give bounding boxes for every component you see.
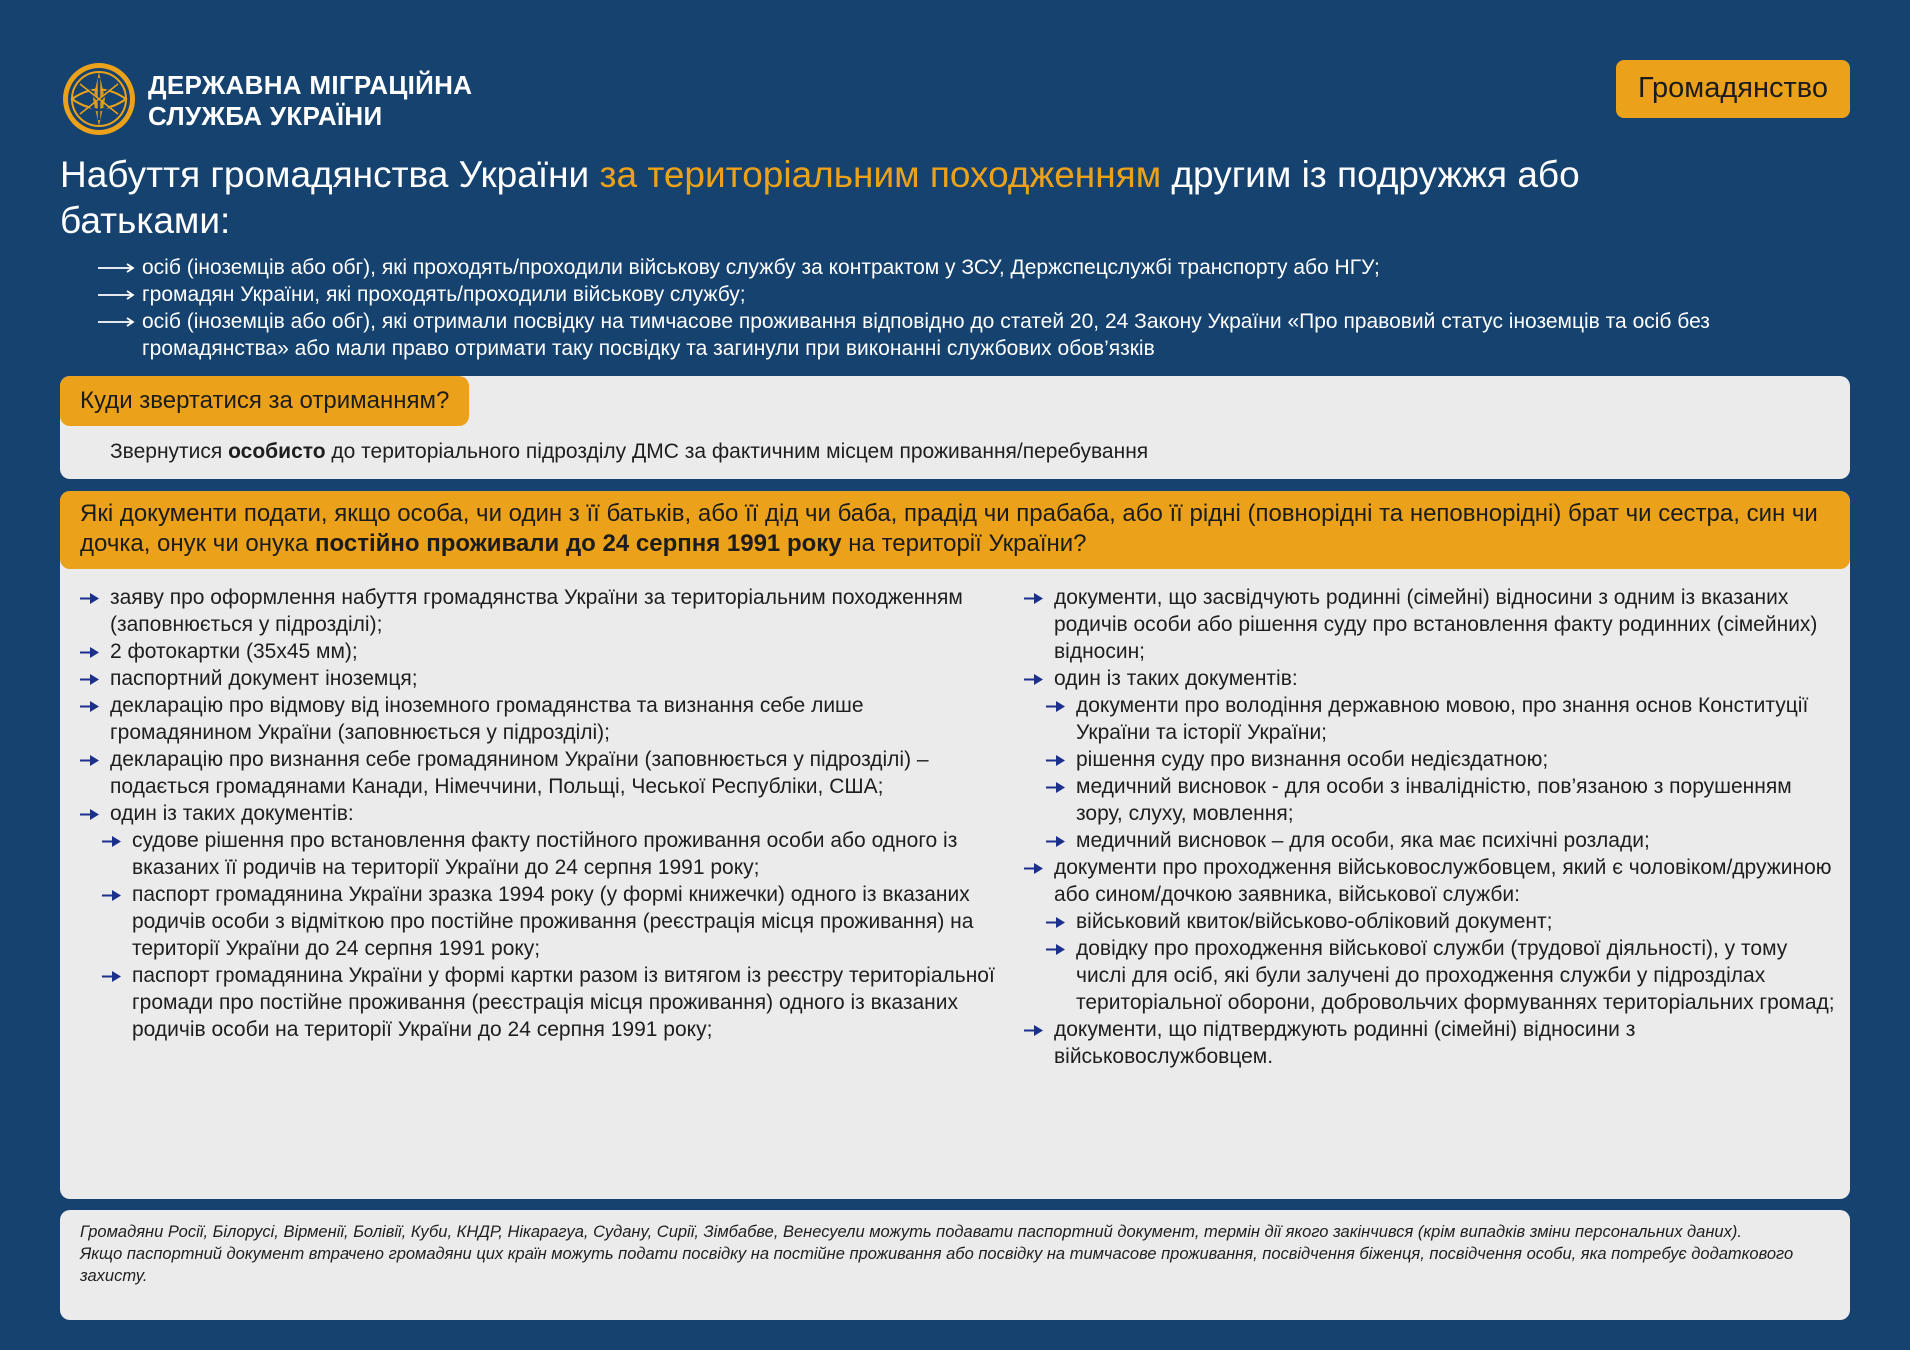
arrow-right-icon xyxy=(98,263,136,273)
org-name-line1: ДЕРЖАВНА МІГРАЦІЙНА xyxy=(148,70,473,100)
arrow-right-icon xyxy=(98,317,136,327)
category-badge: Громадянство xyxy=(1616,60,1850,118)
answer-post: до територіального підрозділу ДМС за фактичним місцем проживання/перебування xyxy=(325,440,1149,463)
question-bold: постійно проживали до 24 серпня 1991 року xyxy=(315,530,842,557)
eligibility-list xyxy=(98,254,1858,362)
documents-heading xyxy=(60,491,1850,569)
document-item xyxy=(78,692,1008,746)
document-text: заяву про оформлення набуття громадянства України за територіальним походженням (заповнюється у підрозділі); xyxy=(110,586,963,636)
title-part1: Набуття громадянства України xyxy=(60,154,600,195)
answer-pre: Звернутися xyxy=(110,440,229,463)
document-item xyxy=(1022,854,1842,908)
question-post: на території України? xyxy=(841,530,1087,557)
document-item xyxy=(78,746,1008,800)
document-text: довідку про проходження військової служби (трудової діяльності), у тому числі для осіб, які були залучені до проходження служби у підрозділах територіальної оборони, добровольчих формуваннях територіальних громад; xyxy=(1076,937,1835,1014)
footnote-line2: Якщо паспортний документ втрачено громадяни цих країн можуть подати посвідку на постійне проживання або посвідку на тимчасове проживання, посвідчення біженця, посвідчення особи, яка потребує додаткового захисту. xyxy=(80,1245,1794,1285)
eligibility-text: громадян України, які проходять/проходили військову службу; xyxy=(142,283,746,306)
arrow-right-icon xyxy=(1024,863,1044,874)
documents-card xyxy=(60,491,1850,1199)
arrow-right-icon xyxy=(80,674,100,685)
documents-list-right xyxy=(1022,584,1842,1070)
document-item xyxy=(78,665,1008,692)
document-subitem xyxy=(1022,827,1842,854)
title-highlight: за територіальним походженням xyxy=(599,154,1162,195)
document-text: 2 фотокартки (35х45 мм); xyxy=(110,640,358,663)
document-text: рішення суду про визнання особи недієздатною; xyxy=(1076,748,1549,771)
document-subitem xyxy=(1022,692,1842,746)
document-text: паспортний документ іноземця; xyxy=(110,667,418,690)
document-item xyxy=(78,800,1008,827)
arrow-right-icon xyxy=(80,593,100,604)
eligibility-item xyxy=(98,308,1858,362)
documents-list-left xyxy=(78,584,1008,1043)
arrow-right-icon xyxy=(1024,593,1044,604)
eligibility-text: осіб (іноземців або обг), які отримали посвідку на тимчасове проживання відповідно до статей 20, 24 Закону України «Про правовий статус іноземців та осіб без громадянства» або мали право отримати таку посвідку та загинули при виконанні службових обов’язків xyxy=(142,310,1710,360)
document-subitem xyxy=(1022,746,1842,773)
question-pre: Які документи подати, якщо особа, чи один з її батьків, або її дід чи баба, прадід чи прабаба, або її рідні (повнорідні та неповнорідні) брат чи сестра, син чи дочка, онук чи онука xyxy=(80,500,1818,557)
title-part2: другим із подружжя або батьками: xyxy=(60,154,1580,241)
org-name-line2: СЛУЖБА УКРАЇНИ xyxy=(148,101,383,131)
document-item xyxy=(1022,665,1842,692)
document-text: документи, що засвідчують родинні (сімейні) відносини з одним із вказаних родичів особи або рішення суду про встановлення факту родинних (сімейних) відносин; xyxy=(1054,586,1818,663)
document-text: документи, що підтверджують родинні (сімейні) відносини з військовослужбовцем. xyxy=(1054,1018,1636,1068)
document-subitem xyxy=(1022,908,1842,935)
eligibility-item xyxy=(98,281,1858,308)
document-item xyxy=(78,584,1008,638)
document-text: один із таких документів: xyxy=(1054,667,1298,690)
header xyxy=(60,60,1850,140)
footnote-text xyxy=(80,1221,1835,1287)
document-text: судове рішення про встановлення факту постійного проживання особи або одного із вказаних її родичів на території України до 24 серпня 1991 року; xyxy=(132,829,958,879)
document-subitem xyxy=(1022,773,1842,827)
document-text: медичний висновок – для особи, яка має психічні розлади; xyxy=(1076,829,1650,852)
document-text: декларацію про відмову від іноземного громадянства та визнання себе лише громадянином України (заповнюється у підрозділі); xyxy=(110,694,864,744)
dms-emblem-logo xyxy=(60,60,138,138)
document-item xyxy=(1022,1016,1842,1070)
footnote-card xyxy=(60,1210,1850,1320)
arrow-right-icon xyxy=(102,890,122,901)
arrow-right-icon xyxy=(80,809,100,820)
document-text: паспорт громадянина України зразка 1994 року (у формі книжечки) одного із вказаних родичів особи з відміткою про постійне проживання (реєстрація місця проживання) на території України до 24 серпня 1991 року; xyxy=(132,883,974,960)
document-subitem xyxy=(78,881,1008,962)
footnote-line1: Громадяни Росії, Білорусі, Вірменії, Болівії, Куби, КНДР, Нікарагуа, Судану, Сирії, Зімбабве, Венесуели можуть подавати паспортний документ, термін дії якого закінчився (крім випадків зміни персональних даних). xyxy=(80,1223,1742,1241)
arrow-right-icon xyxy=(1046,755,1066,766)
eligibility-text: осіб (іноземців або обг), які проходять/проходили військову службу за контрактом у ЗСУ, Держспецслужбі транспорту або НГУ; xyxy=(142,256,1380,279)
document-text: документи про володіння державною мовою, про знання основ Конституції України та історії України; xyxy=(1076,694,1809,744)
where-to-apply-card xyxy=(60,376,1850,479)
arrow-right-icon xyxy=(102,836,122,847)
document-text: документи про проходження військовослужбовцем, який є чоловіком/дружиною або сином/дочкою заявника, військової служби: xyxy=(1054,856,1832,906)
arrow-right-icon xyxy=(1024,674,1044,685)
document-text: паспорт громадянина України у формі картки разом із витягом із реєстру територіальної громади про постійне проживання (реєстрація місця проживання) одного із вказаних родичів особи на території України до 24 серпня 1991 року; xyxy=(132,964,995,1041)
answer-bold: особисто xyxy=(228,440,326,463)
arrow-right-icon xyxy=(80,755,100,766)
document-item xyxy=(78,638,1008,665)
arrow-right-icon xyxy=(1046,836,1066,847)
arrow-right-icon xyxy=(1046,917,1066,928)
document-text: медичний висновок - для особи з інвалідністю, пов’язаною з порушенням зору, слуху, мовлення; xyxy=(1076,775,1792,825)
document-text: військовий квиток/військово-обліковий документ; xyxy=(1076,910,1553,933)
arrow-right-icon xyxy=(98,290,136,300)
where-to-apply-heading: Куди звертатися за отриманням? xyxy=(60,376,469,426)
arrow-right-icon xyxy=(1024,1025,1044,1036)
page-title xyxy=(60,152,1760,244)
document-text: декларацію про визнання себе громадянином України (заповнюється у підрозділі) – подається громадянами Канади, Німеччини, Польщі, Чеської Республіки, США; xyxy=(110,748,929,798)
arrow-right-icon xyxy=(1046,701,1066,712)
document-subitem xyxy=(78,827,1008,881)
where-to-apply-answer xyxy=(110,438,1148,466)
arrow-right-icon xyxy=(102,971,122,982)
arrow-right-icon xyxy=(80,647,100,658)
document-subitem xyxy=(1022,935,1842,1016)
document-text: один із таких документів: xyxy=(110,802,354,825)
arrow-right-icon xyxy=(80,701,100,712)
eligibility-item xyxy=(98,254,1858,281)
document-item xyxy=(1022,584,1842,665)
arrow-right-icon xyxy=(1046,782,1066,793)
organization-name xyxy=(148,70,472,132)
arrow-right-icon xyxy=(1046,944,1066,955)
document-subitem xyxy=(78,962,1008,1043)
